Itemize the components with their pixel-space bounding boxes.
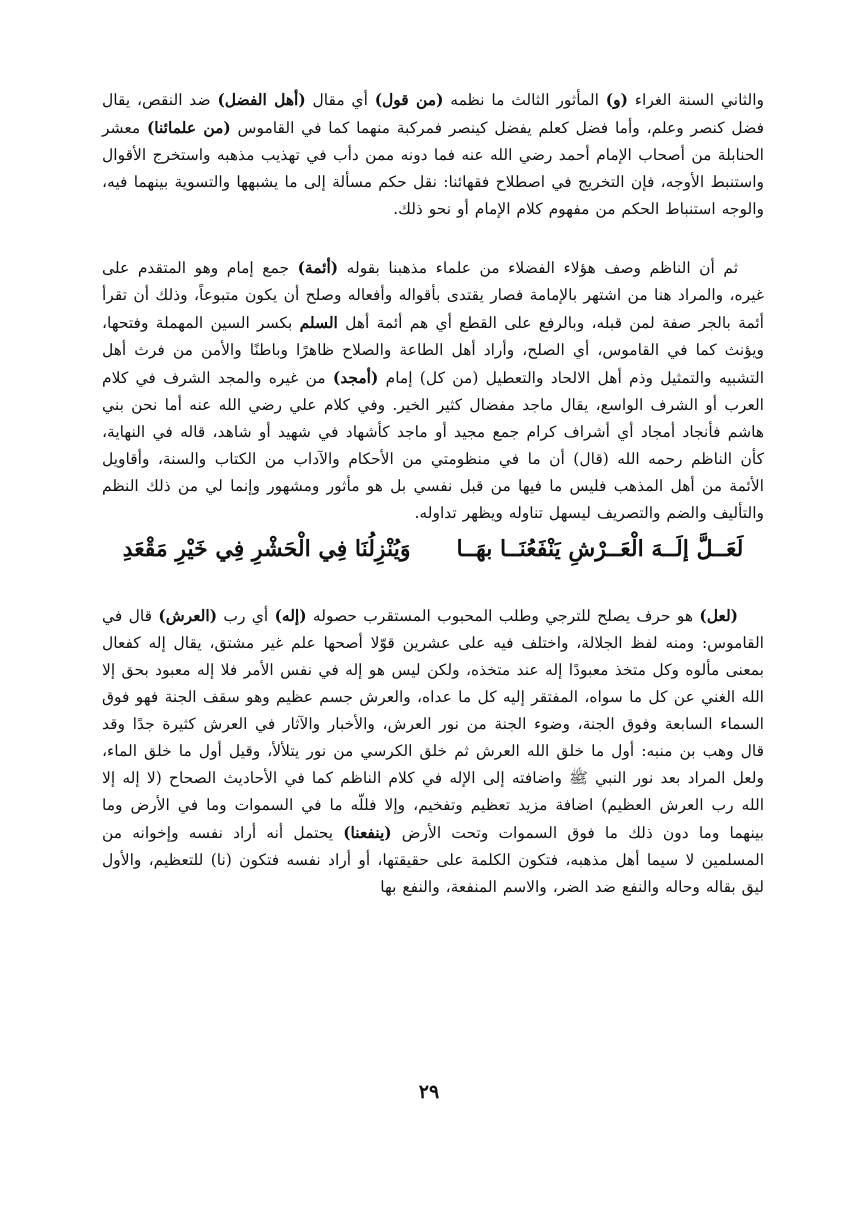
poem-verse (102, 530, 764, 568)
bold-term: (ينفعنا) (343, 823, 392, 842)
bold-term: السلم (299, 313, 338, 332)
bold-term: (من علمائنا) (146, 118, 231, 137)
verse-first-hemistich: لَعَــلَّ إلَــهَ الْعَــرْشِ يَنْفَعُنَــا بهَــا (456, 536, 744, 562)
text-run: أي مقال (305, 91, 375, 109)
bold-term: (أهل الفضل) (217, 90, 306, 109)
bold-term: (العرش) (158, 606, 218, 625)
document-page (102, 86, 764, 901)
text-run: يحتمل أنه أراد نفسه وإخوانه من المسلمين لا سيما أهل مذهبه، فتكون الكلمة على حقيقتها، أو أراد نفسه فتكون (نا) للتعظيم، والأول ليق بقاله وحاله والنفع ضد الضر، والاسم المنفعة، والنفع بها (102, 824, 764, 896)
text-run: جمع إمام وهو المتقدم على غيره، والمراد هنا من اشتهر بالإمامة فصار يقتدى بأقواله وأفعاله وصلح أن يكون متبوعاً، وذلك أن تقرأ أئمة بالجر صفة لمن قبله، وبالرفع على القطع أي هم أئمة أهل (102, 259, 764, 332)
bold-term: (أئمة) (297, 258, 339, 277)
text-run: المأثور الثالث ما نظمه (443, 91, 606, 109)
bold-term: (أمجد) (332, 368, 379, 387)
bold-term: (من قول) (374, 90, 444, 109)
text-run: بكسر السين المهملة وفتحها، ويؤنث كما في القاموس، أي الصلح، وأراد أهل الطاعة والصلاح ظاهرًا وباطنًا والأمن من فرث أهل التشبيه والتمثيل وذم أهل الالحاد والتعطيل (من كل) إمام (102, 314, 765, 387)
text-run: قال في القاموس: ومنه لفظ الجلالة، واختلف فيه على عشرين قوّلا أصحها علم غير مشتق، يقال إله كفعال بمعنى مألوه وكل متخذ معبودًا إله عند متخذه، ولكن ليس هو إله في نفس الأمر فلا إله معبود بحق إلا الله الغني عن كل ما سواه، المفتقر إليه كل ما عداه، والعرش جسم عظيم وهو سقف الجنة فهو فوق السماء السابعة وفوق الجنة، وضوء الجنة من نور العرش، والأخبار والآثار في العرش كثيرة جدًا وقد قال وهب بن منبه: أول ما خلق الله العرش ثم خلق الكرسي من نور يتلألأ، وقيل أول ما خلق الماء، ولعل المراد بعد نور النبي ﷺ واضافته إلى الإله في كلام الناظم كما في الأحاديث الصحاح (لا إله إلا الله رب العرش العظيم) اضافة مزيد تعظيم وتفخيم، وإلا فللّه ما في السموات وما في الأرض وما بينهما وما دون ذلك ما فوق السموات وتحت الأرض (102, 607, 764, 842)
text-run: من غيره والمجد الشرف في كلام العرب أو الشرف الواسع، يقال ماجد مفضال كثير الخير. وفي كلام علي رضي الله عنه أما نحن بني هاشم فأنجاد أمجاد أي أشراف كرام جمع مجيد أو ماجد كأشهاد في شهيد أو شاهد، قاله في النهاية، كأن الناظم رحمه الله (قال) أن ما في منظومتي من الأحكام والآداب من الكتاب والسنة، وأقاويل الأئمة من أهل المذهب فليس ما فيها من قبل نفسي بل هو مأثور ومشهور وإنما لي من ذلك النظم والتأليف والضم والتصريف ليسهل تناوله ويظهر تداوله. (102, 369, 764, 522)
bold-term: (و) (605, 90, 628, 109)
text-run: ثم أن الناظم وصف هؤلاء الفضلاء من علماء مذهبنا بقوله (338, 259, 739, 277)
paragraph-3 (102, 602, 764, 901)
text-run: والثاني السنة الغراء (627, 91, 765, 109)
bold-term: (إله) (274, 606, 307, 625)
page-number: ٢٩ (418, 1081, 440, 1103)
text-run: ضد النقص، يقال فضل كنصر وعلم، وأما فضل كعلم يفضل كينصر فمركبة منهما كما في القاموس (102, 91, 764, 137)
paragraph-2 (102, 254, 764, 527)
text-run: معشر الحنابلة من أصحاب الإمام أحمد رضي الله عنه فما دونه ممن دأب في تهذيب مذهبه واستخرج الأقوال واستنبط الأوجه، فإن التخريج في اصطلاح فقهائنا: نقل حكم مسألة إلى ما يشبهها والتسوية بينهما فيه، والوجه استنباط الحكم من مفهوم كلام الإمام أو نحو ذلك. (102, 119, 764, 218)
text-run: أي رب (217, 607, 275, 625)
bold-term: (لعل) (699, 606, 739, 625)
paragraph-1 (102, 86, 764, 223)
text-run: هو حرف يصلح للترجي وطلب المحبوب المستقرب حصوله (306, 607, 700, 625)
verse-second-hemistich: وَيُنْزِلُنَا فِي الْحَشْرِ فِي خَيْرِ مَقْعَدِ (122, 536, 411, 562)
